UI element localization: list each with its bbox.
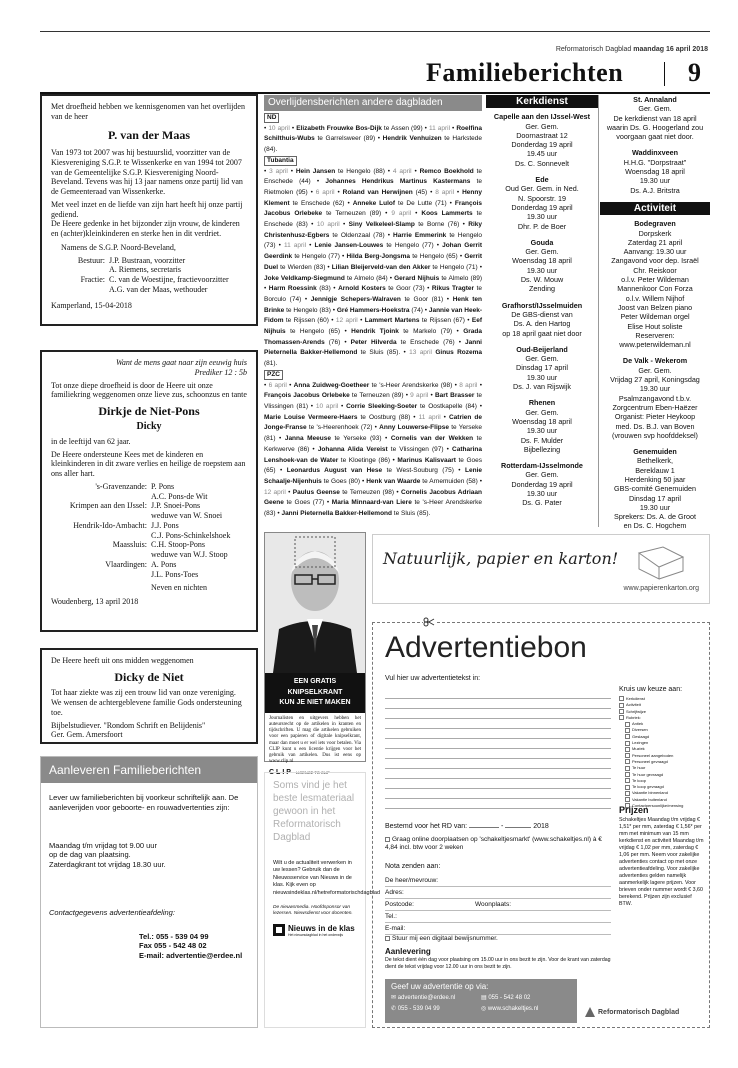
nota-heading: Nota zenden aan: (385, 863, 441, 870)
death-notice-de-niet-pons (40, 350, 258, 632)
keuze-option[interactable]: Antiek (619, 721, 705, 727)
notice-place-date: Woudenberg, 13 april 2018 (51, 597, 139, 607)
service-item: St. Annaland Ger. Gem. De kerkdienst van 18 april waarin Ds. G. Hoogerland zou voorgaan gaat niet door. (606, 95, 704, 142)
service-item: Rotterdam-IJsselmonde Ger. Gem. Donderdag 19 april 19.30 uur Ds. G. Pater (501, 461, 583, 508)
aanlevering-title: Aanlevering (385, 947, 431, 956)
contact-tel: Tel.: 055 - 539 04 99 (139, 931, 209, 941)
activity-item: Bodegraven Dorpskerk Zaterdag 21 april Aanvang: 19.30 uur Zangavond voor dep. Israël Chr. Reiskoor o.l.v. Peter Wildeman Mannenkoor Con Forza o.l.v. Willem Nijhof Joost van Belzen piano Peter Wildeman orgel Elise Hout soliste Reserveren: www.peterwildeman.nl (611, 219, 699, 350)
overlijdens-title: Overlijdensberichten andere dagbladen (264, 95, 482, 111)
header-separator (664, 62, 665, 86)
clip-heading: EEN GRATIS KNIPSELKRANT (287, 678, 343, 696)
keuze-option[interactable]: Vakantie buitenland (619, 797, 705, 803)
death-notice-dicky-de-niet (40, 648, 258, 744)
page-number: 9 (688, 58, 701, 87)
contact-bar (385, 979, 577, 1023)
signature-row: Fractie: C. van de Woestijne, fractievoorzitter A.G. van der Maas, wethouder (80, 275, 229, 294)
age: in de leeftijd van 62 jaar. (51, 436, 131, 446)
papier-url: www.papierenkarton.org (623, 585, 699, 592)
rd-logo: Reformatorisch Dagblad (585, 1007, 679, 1017)
keuze-option[interactable]: Lezingen (619, 740, 705, 746)
church-name: Ger. Gem. Amersfoort (51, 730, 123, 740)
aanlevering-text: De tekst dient één dag voor plaatsing om 15.00 uur in ons bezit te zijn. Voor de krant van zaterdag dient de tekst vrijdag voor 12.00 uur in ons bezit te zijn. (385, 957, 611, 970)
field-tel[interactable]: Tel.: (385, 911, 611, 923)
bestemd-date-input[interactable] (469, 827, 499, 828)
keuze-title: Kruis uw keuze aan: (619, 686, 683, 693)
signature-row: Bestuur: J.P. Bustraan, voorzitter A. Riemens, secretaris (77, 255, 186, 275)
prijzen-text: Schakeltjes Maandag t/m vrijdag € 1,51* per mm, zaterdag € 1,56* per mm met minimum van 15 mm kerkdienst en activiteit Maandag t/m vrijdag € 1,02 per mm, zaterdag € 1,06 per mm. Neem voor zakelijke advertenties contact op met onze advertentieafdeling. Voor zakelijke advertenties gelden namelijk aanmerkelijk lagere prijzen. Voor brieven onder nummer wordt € 3,60 berekend. Prijzen zijn exclusief BTW. (619, 817, 704, 907)
contact-bar-title: Geef uw advertentie op via: (391, 982, 489, 991)
rd-logo-icon (585, 1007, 595, 1017)
field-adres[interactable]: Adres: (385, 887, 611, 899)
family-row: 's-Gravenzande: P. Pons A.C. Pons-de Wit (95, 481, 208, 501)
notice-namens: Namens de S.G.P. Noord-Beveland, (61, 242, 176, 252)
deceased-nickname: Dicky (136, 420, 162, 432)
bestemd-month-input[interactable] (505, 827, 531, 828)
advertentiebon-form (372, 622, 710, 1028)
service-item: Capelle aan den IJssel-West Ger. Gem. Doornastraat 12 Donderdag 19 april 19.45 uur Ds. C. Sonnevelt (493, 112, 591, 168)
nik-headline: Soms vind je het beste lesmateriaal gewoon in het Reformatorisch Dagblad (273, 780, 355, 843)
family-row: Hendrik-Ido-Ambacht: J.J. Pons C.J. Pons-Schinkelshoek (73, 520, 231, 540)
nik-logo-icon (273, 924, 285, 936)
fax-icon: ▤ (481, 995, 489, 1001)
aanleveren-box (40, 756, 258, 1028)
keuze-option[interactable]: Te huur (619, 765, 705, 771)
keuze-option[interactable]: Diversen (619, 727, 705, 733)
contact-email[interactable]: ✉ advertentie@erdee.nl (391, 995, 456, 1001)
kerkdienst-column (486, 95, 598, 528)
notice-body: De Heere ondersteune Kees met de kinderen en kleinkinderen in dit zware verlies en heilige de roepstem aan ons aller hart. (51, 449, 246, 479)
keuze-option[interactable]: Te koop (619, 778, 705, 784)
clip-logo-subtitle: LICENCE TO CLIP (295, 769, 330, 775)
deceased-name: Dirkje de Niet-Pons (98, 404, 200, 418)
keuze-box (619, 685, 705, 809)
notice-place-date: Kamperland, 15-04-2018 (51, 300, 132, 310)
bewijsnummer-option[interactable]: Stuur mij een digitaal bewijsnummer. (385, 935, 498, 942)
keuze-option[interactable]: Kerkdienst (619, 696, 705, 702)
phone-icon: ✆ (391, 1006, 398, 1012)
keuze-option[interactable]: Vakantie binnenland (619, 790, 705, 796)
keuze-option[interactable]: Muziek (619, 746, 705, 752)
notice-intro: Tot onze diepe droefheid is door de Heere uit onze familiekring weggenomen onze lieve zus, schoonzus en tante (51, 380, 247, 400)
advtext-label: Vul hier uw advertentietekst in: (385, 675, 481, 682)
kerkdienst-title: Kerkdienst (486, 95, 598, 108)
globe-icon: ◎ (481, 1006, 488, 1012)
activiteit-column (600, 95, 710, 531)
keuze-option[interactable]: Personeel gevraagd (619, 759, 705, 765)
top-rule (40, 31, 710, 32)
field-email[interactable]: E-mail: (385, 923, 611, 935)
family-row: Krimpen aan den IJssel: J.P. Snoei-Pons weduwe van W. Snoei (69, 501, 223, 521)
keuze-option[interactable]: Geslaagd (619, 734, 705, 740)
activity-item: Genemuiden Bethelkerk, Bereklauw 1 Herdenking 50 jaar GBS-comité Genemuiden Dinsdag 17 april 19.30 uur Sprekers: Ds. A. de Groot en Ds. C. Hogchem (614, 447, 696, 531)
notice-body: Met veel inzet en de liefde van zijn hart heeft hij onze partij gediend. (51, 199, 243, 219)
keuze-option[interactable]: Schrijfwijze (619, 709, 705, 715)
nik-logo-subtext: Het nieuwsdagblad in het onderwijs (288, 932, 344, 937)
aanleveren-title: Aanleveren Familieberichten (41, 757, 257, 783)
overlijdens-column (264, 95, 482, 527)
notice-body: Tot haar ziekte was zij een trouw lid van onze vereniging. We wensen de achtergeblevene familie Gods ondersteuning toe. (51, 688, 242, 717)
keuze-option[interactable]: Personeel aangeboden (619, 753, 705, 759)
paper-sheet-icon (633, 543, 689, 583)
nik-logo-text: Nieuws in de klas (288, 923, 355, 933)
mail-icon: ✉ (391, 995, 398, 1001)
service-item: Waddinxveen H.H.G. "Dorpstraat" Woensdag 18 april 19.30 uur Ds. A.J. Britstra (623, 148, 687, 195)
clip-advertisement (264, 532, 366, 776)
deceased-name: P. van der Maas (107, 127, 190, 142)
keuze-option[interactable]: Activiteit (619, 702, 705, 708)
family-row: Vlaardingen: A. Pons J.L. Pons-Toes (105, 559, 199, 579)
activiteit-title: Activiteit (600, 202, 710, 215)
service-item: Rhenen Ger. Gem. Woensdag 18 april 19.30 uur Ds. F. Mulder Bijbellezing (512, 398, 572, 454)
contact-heading: Contactgegevens advertentieafdeling: (49, 907, 175, 917)
service-item: Gouda Ger. Gem. Woensdag 18 april 19.30 uur Ds. W. Mouw Zending (512, 237, 572, 294)
quote-ref: Prediker 12 : 5b (194, 367, 247, 377)
family-row: Maassluis: C.H. Stoop-Pons weduwe van W.J. Stoop (112, 540, 228, 560)
field-naam[interactable]: De heer/mevrouw: (385, 875, 611, 887)
deceased-name: Dicky de Niet (114, 669, 184, 684)
service-item: Oud-Beijerland Ger. Gem. Dinsdag 17 april 19.30 uur Ds. J. van Rijswijk (513, 344, 571, 392)
notice-intro: De Heere heeft uit ons midden weggenomen (51, 656, 194, 665)
service-item: Grafhorst/IJsselmuiden De GBS-dienst van Ds. A. den Hartog op 18 april gaat niet door (501, 300, 583, 338)
club-name: Bijbelstudiever. "Rondom Schrift en Belijdenis" (51, 720, 206, 730)
aanleveren-times: Maandag t/m vrijdag tot 9.00 uur op de dag van plaatsing. Zaterdagkrant tot vrijdag 18.30 uur. (49, 840, 166, 869)
keuze-option[interactable]: Contactpersoonlijke/mensing (619, 803, 705, 809)
papier-slogan: Natuurlijk, papier en karton! (383, 549, 619, 568)
schakeltjes-option[interactable]: Graag online doorplaatsen op 'schakeltjesmarkt' (www.schakeltjes.nl) à € 4,84 incl. btw voor 2 weken (385, 836, 602, 852)
clip-subheading: KUN JE NIET MAKEN (279, 699, 351, 706)
field-postcode[interactable]: Postcode: Woonplaats: (385, 899, 611, 911)
contact-email: E-mail: advertentie@erdee.nl (139, 951, 243, 960)
keuze-option[interactable]: Te huur gevraagd (619, 772, 705, 778)
portrait-photo (265, 533, 365, 673)
header-masthead: Reformatorisch Dagblad maandag 16 april 2018 (555, 46, 708, 53)
contact-fax: Fax 055 - 542 48 02 (139, 941, 207, 951)
advertentiebon-title: Advertentiebon (385, 631, 587, 664)
activity-item: De Valk - Wekerom Ger. Gem. Vrijdag 27 april, Koningsdag 19.30 uur Psalmzangavond t.b.v. Zorgcentrum Eben-Haëzer Organist: Pieter Heykoop med. Ds. B.J. van Boven (vrouwen svp hoofddeksel) (610, 356, 700, 440)
service-item: Ede Oud Ger. Gem. in Ned. N. Spoorstr. 19 Donderdag 19 april 19.30 uur Dhr. P. de Boer (505, 175, 579, 231)
notice-body: Van 1973 tot 2007 was hij bestuurslid, voorzitter van de Kiesvereniging S.G.P. te Wissenkerke en van 1994 tot 2007 van de Gemeentelijke S.G.P. Kiesvereniging Noord-Beveland. Tevens was hij 13 jaar namens onze partij lid van de Gemeenteraad van Wissenkerke. (51, 148, 243, 197)
contact-tel: ✆ 055 - 539 04 99 (391, 1006, 440, 1012)
contact-fax: ▤ 055 - 542 48 02 (481, 995, 531, 1001)
nik-tagline: De nieuwsmedia. Hoofdsponsor van lezersen. Niewsdienst voor docenten. (273, 905, 353, 917)
nieuws-in-de-klas-ad (264, 769, 381, 1028)
nik-body: Wilt u de actualiteit verwerken in uw lessen? Gebruik dan de Nieuwsservice van Nieuws in de klas. Kijk even op nieuwsindeklas.nl/hetreformatorischdagblad (273, 860, 381, 896)
bestemd-row: Bestemd voor het RD van: - 2018 (385, 823, 549, 830)
column-divider (598, 95, 599, 527)
overlijdens-list: ND • 10 april • Elizabeth Frouwke Bos-Dijk te Assen (99) • 11 april • Roelfina Schilthuis-Wubs te Garrelsweer (89) • Hendrik Venhuizen te Harkstede (84). Tubantia • 3 april • Hein Jansen te Hengelo (88) • 4 april • Remco Boekhold te Enschede (44) • Johannes Hendrikus Martinus Kastermans te Rietmolen (95) • 6 april • Roland van Herwijnen (45) • 8 april • Henny Klement te Enschede (62) • Anneke Lulof te De Lutte (71) • François Jacobus Orlebeke te Terneuzen (89) • 9 april • Koos Lammerts te Enschede (83) • 10 april • Siny Velkeleel-Slamp te Borne (76) • Riky Christenhusz-Egbers te Oldenzaal (78) • Harrie Emmerink te Hengelo (73) • 11 april • Lenie Jansen-Louwes te Hengelo (77) • Johan Gerrit Geerdink te Hengelo (77) • Hilda Berg-Jongsma te Hengelo (65) • Gerrit Duel te Wierden (83) • Lilian Bleijerveld-van den Akker te Hengelo (71) • Joke Veldkamp-Siegmund te Almelo (84) • Gerard Nijhuis te Almelo (89) • Harm Roessink (83) • Arnold Kosters te Goor (73) • Rikus Tragter te Borculo (74) • Jennigje Schepers-Walraven te Goor (81) • Henk ten Brinke te Hengelo (83) • Gré Hammers-Hoekstra (74) • Jannie van Heek-Fidom te Rijssen (60) • 12 april • Lammert Martens te Rijssen (67) • Eef Nijhuis te Hengelo (65) • Hendrik Tjoink te Markelo (79) • Grada Thomassen-Arends (76) • Peter Hilverda te Enschede (76) • Janni Pieternella Bakker-Hellemond te Sluis (85). • 13 april Ginus Rozema (81). PZC • 6 april • Anna Zuidweg-Goetheer te 's-Heer Arendskerke (98) • 8 april • François Jacobus Orlebeke te Terneuzen (89) • 9 april • Bart Brasser te Vlissingen (81) • 10 april • Corrie Sleeking-Soeter te Oostkapelle (84) • Marie Louise Vermeere-Haers te Oostburg (88) • 11 april • Catrien de Jonge-Franse te 's-Heerenhoek (72) • Anny Louwerse-Flipse te Yerseke (81) • Janna Meeuse te Yerseke (93) • Cornelis van der Wekken te Kerkwerve (86) • Johanna Alida Vereist te Vlissingen (97) • Catharina Lenshoek-van de Water te Kloetinge (86) • Marinus Kalisvaart te Goes (65) • Leonardus August van Hese te West-Souburg (75) • Lenie Schaalje-Nijenhuis te Goes (80) • Henk van Waarde te Arnemuiden (58) • 12 april • Paulus Geense te Terneuzen (98) • Cornelis Jacobus Adriaan Geene te Goes (77) • Maria Minnaard-van Liere te 's-Heer Arendskerke (83) • Janni Pieternella Bakker-Hellemond te Sluis (85). (264, 114, 483, 518)
section-title: Familieberichten (426, 58, 624, 87)
scissors-icon (423, 617, 435, 627)
prijzen-title: Prijzen (619, 805, 649, 815)
contact-web[interactable]: ◎ www.schakeltjes.nl (481, 1006, 539, 1012)
keuze-option: Rubriek: (619, 715, 705, 721)
notice-body: De Heere gedenke in het bijzonder zijn vrouw, de kinderen en (achter)kleinkinderen en sterke hen in dit verdriet. (51, 219, 240, 239)
death-notice-van-der-maas (40, 94, 258, 326)
clip-body: Journalisten en uitgevers hebben het auteursrecht op de artikelen in kranten en tijdschriften. U mag die artikelen gebruiken voor een papieren of digitale knipselkrant, maar dan moet u er wel iets voor betalen. Via CLIP kunt u een licentie krijgen voor het gebruik van artikelen. Dus ist eens op www.clip.nl (269, 715, 361, 765)
clip-logo: CLIP (269, 768, 293, 776)
notice-intro: Met droefheid hebben we kennisgenomen van het overlijden van de heer (51, 102, 245, 121)
papier-karton-ad (372, 534, 710, 604)
aanleveren-text: Lever uw familieberichten bij voorkeur schriftelijk aan. De aanleverijden voor geboorte- en rouwadvertenties zijn: (49, 793, 239, 812)
quote: Want de mens gaat naar zijn eeuwig huis (115, 358, 247, 367)
keuze-option[interactable]: Te koop gevraagd (619, 784, 705, 790)
neven: Neven en nichten (151, 583, 207, 593)
advtext-input[interactable] (385, 689, 611, 809)
